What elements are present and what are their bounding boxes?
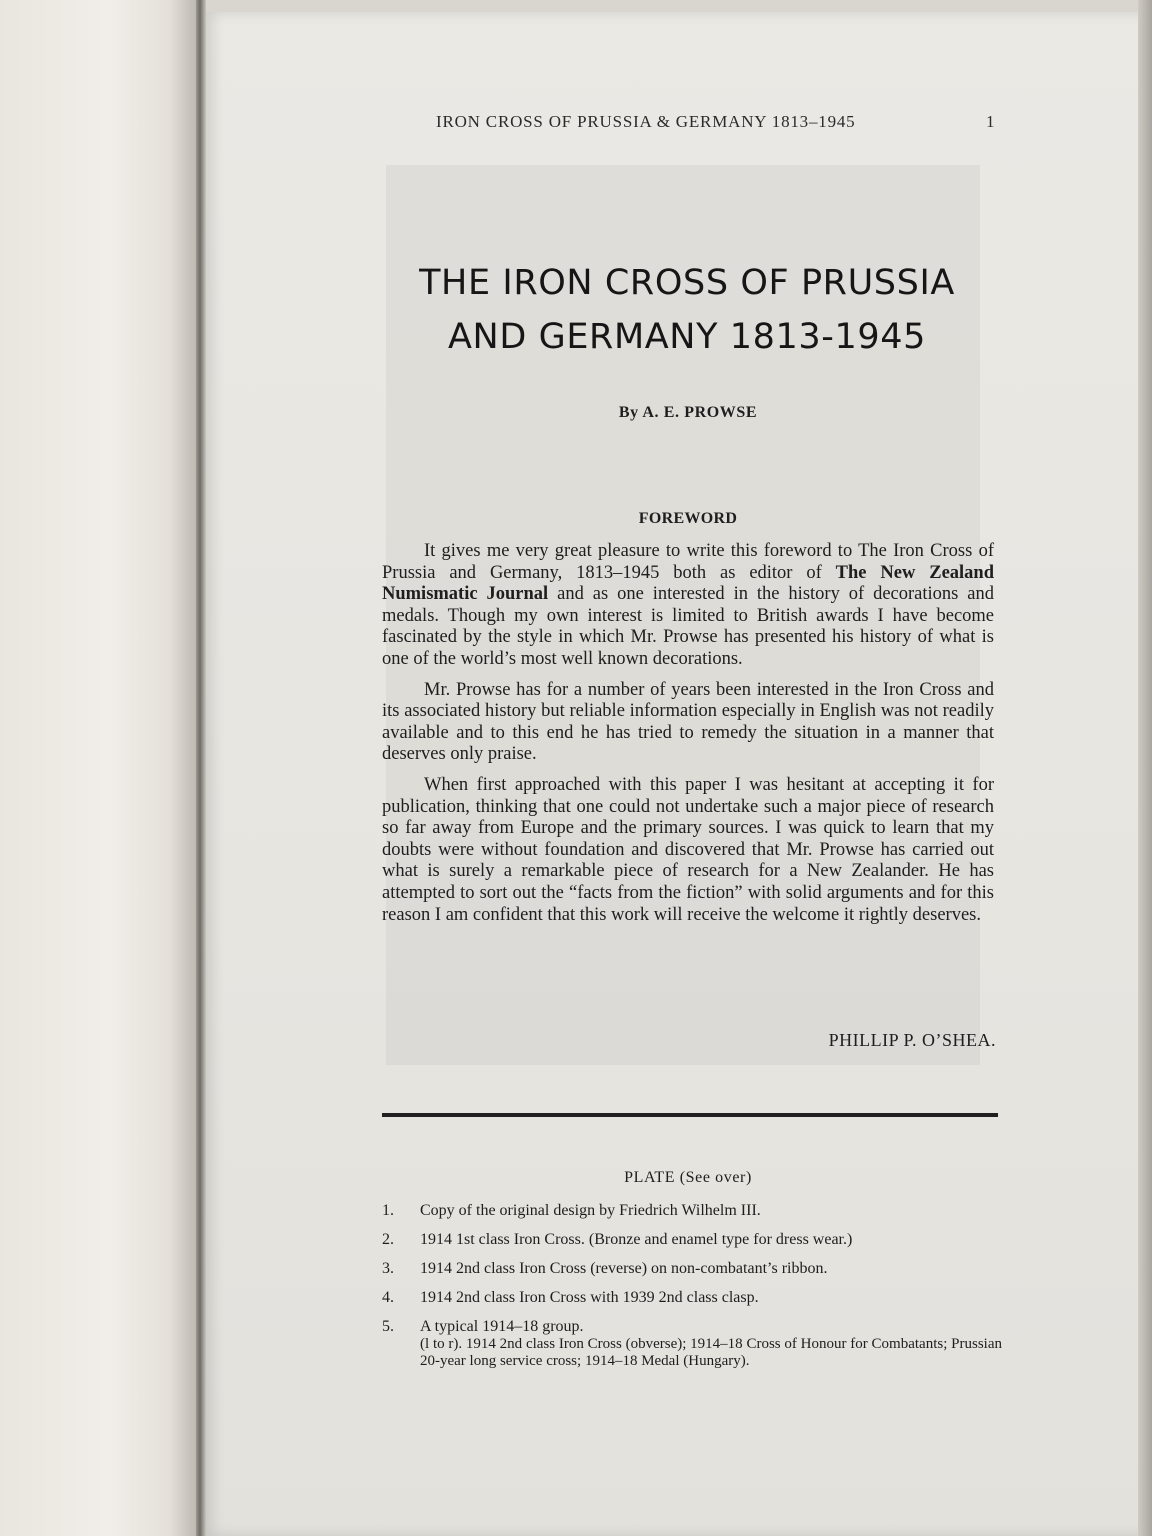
section-divider xyxy=(382,1113,998,1117)
list-item-number: 1. xyxy=(382,1202,394,1219)
list-item xyxy=(382,1288,1002,1307)
journal-name: The New Zealand Numismatic Journal xyxy=(382,562,994,605)
foreword-signature: PHILLIP P. O’SHEA. xyxy=(828,1030,996,1050)
foreword-paragraph-1 xyxy=(382,541,994,671)
list-item-text: 1914 2nd class Iron Cross (reverse) on non-combatant’s ribbon. xyxy=(420,1260,828,1277)
foreword-p1-text: It gives me very great pleasure to write this foreword to The Iron Cross of Prussia and Germany, 1813–1945 both as editor of xyxy=(382,541,994,583)
right-page-edge xyxy=(1138,0,1152,1536)
title-line-1: THE IRON CROSS OF PRUSSIA xyxy=(419,263,955,303)
list-item xyxy=(382,1201,1002,1220)
plate-list xyxy=(382,1201,1002,1380)
list-item xyxy=(382,1259,1002,1278)
foreword-p1-text-end: and as one interested in the history of decorations and medals. Though my own interest is limited to British awards I have become fascinated by the style in which Mr. Prowse has presented his history of what is one of the world’s most well known decorations. xyxy=(382,584,994,669)
list-item xyxy=(382,1317,1002,1370)
foreword-paragraph-3: When first approached with this paper I was hesitant at accepting it for publication, thinking that one could not undertake such a major piece of research so far away from Europe and the primary sources. I was quick to learn that my doubts were without foundation and discovered that Mr. Prowse has carried out what is surely a remarkable piece of research for a New Zealander. He has attempted to sort out the “facts from the fiction” with solid arguments and for this reason I am confident that this work will receive the welcome it rightly deserves. xyxy=(382,774,994,925)
list-item-text: 1914 2nd class Iron Cross with 1939 2nd class clasp. xyxy=(420,1289,759,1306)
plate-heading: PLATE (See over) xyxy=(624,1169,752,1186)
list-item-number: 2. xyxy=(382,1231,394,1248)
article-title xyxy=(372,256,1002,364)
running-head: IRON CROSS OF PRUSSIA & GERMANY 1813–1945 xyxy=(436,112,856,131)
list-item-subtext: (l to r). 1914 2nd class Iron Cross (obverse); 1914–18 Cross of Honour for Combatants; Prussian 20-year long service cross; 1914–18 Medal (Hungary). xyxy=(420,1336,1002,1369)
list-item xyxy=(382,1230,1002,1249)
foreword-paragraph-2: Mr. Prowse has for a number of years been interested in the Iron Cross and its associated history but reliable information especially in English was not readily available and to this end he has tried to remedy the situation in a manner that deserves only praise. xyxy=(382,679,994,765)
list-item-text: Copy of the original design by Friedrich Wilhelm III. xyxy=(420,1202,761,1219)
book-gutter xyxy=(196,0,206,1536)
list-item-text: A typical 1914–18 group. xyxy=(420,1318,584,1335)
title-line-2: AND GERMANY 1813-1945 xyxy=(448,317,926,357)
page-number: 1 xyxy=(986,112,995,131)
list-item-number: 5. xyxy=(382,1318,394,1335)
byline: By A. E. PROWSE xyxy=(618,404,758,421)
left-page-edge xyxy=(0,0,200,1536)
list-item-number: 4. xyxy=(382,1289,394,1306)
list-item-text: 1914 1st class Iron Cross. (Bronze and enamel type for dress wear.) xyxy=(420,1231,853,1248)
foreword-heading: FOREWORD xyxy=(638,510,738,527)
foreword-body xyxy=(382,541,994,935)
list-item-number: 3. xyxy=(382,1260,394,1277)
